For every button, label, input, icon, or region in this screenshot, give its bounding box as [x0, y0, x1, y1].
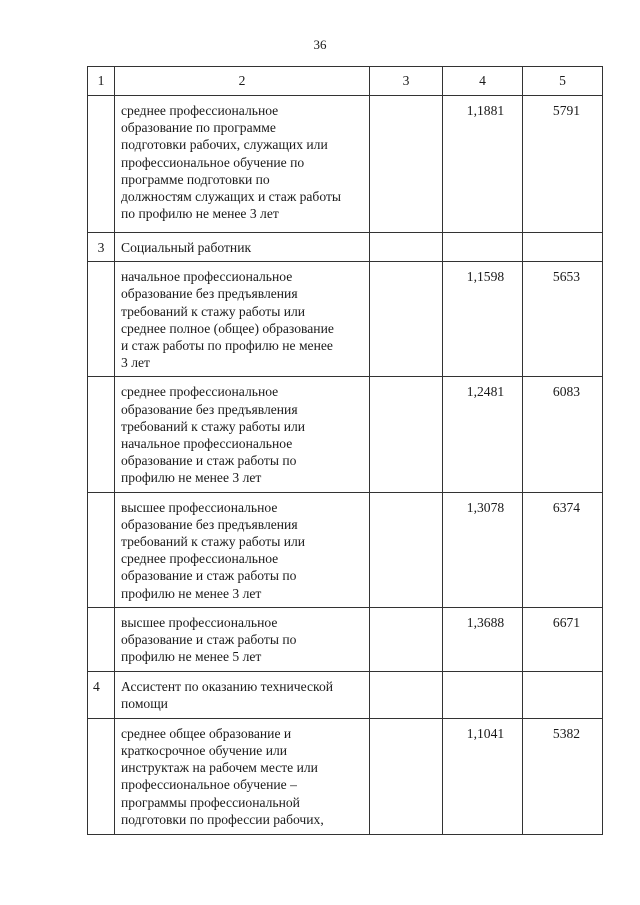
- coefficient-cell: [443, 671, 523, 718]
- salary-cell: [523, 492, 603, 607]
- column-3-cell: [370, 718, 443, 834]
- description-line: образование без предъявления: [121, 516, 298, 532]
- row-number-cell: [88, 262, 115, 377]
- salary-value: 6374: [552, 499, 581, 515]
- header-col-4: 4: [443, 67, 523, 96]
- column-3-cell: [370, 671, 443, 718]
- description-line: образование и стаж работы по: [121, 632, 297, 648]
- description-cell: [115, 492, 370, 607]
- salary-value: 5791: [552, 103, 581, 118]
- salary-value: 5382: [552, 725, 581, 741]
- table-row: [88, 718, 603, 834]
- description-line: помощи: [121, 696, 168, 712]
- description-line: программе подготовки по: [121, 171, 270, 187]
- description-line: среднее профессиональное: [121, 551, 279, 567]
- row-number-cell: [88, 718, 115, 834]
- coefficient-cell: [443, 607, 523, 671]
- description-line: профилю не менее 3 лет: [121, 585, 262, 601]
- description-cell: [115, 607, 370, 671]
- row-number-cell: [88, 492, 115, 607]
- row-number-cell: [88, 377, 115, 492]
- description-line: 3 лет: [121, 355, 150, 371]
- description-line: среднее полное (общее) образование: [121, 320, 334, 336]
- header-col-1: 1: [88, 67, 115, 96]
- salary-table: [87, 66, 603, 835]
- salary-cell: [523, 718, 603, 834]
- header-col-5: 5: [523, 67, 603, 96]
- description-line: профилю не менее 3 лет: [121, 470, 262, 486]
- salary-cell: [523, 671, 603, 718]
- description-cell: [115, 96, 370, 233]
- salary-cell: [523, 377, 603, 492]
- description-cell: [115, 671, 370, 718]
- description-line: инструктаж на рабочем месте или: [121, 760, 318, 776]
- description-cell: [115, 233, 370, 262]
- column-3-cell: [370, 607, 443, 671]
- coefficient-value: 1,3078: [466, 499, 505, 515]
- coefficient-value: 1,2481: [466, 384, 505, 400]
- description-line: должностям служащих и стаж работы: [121, 189, 342, 205]
- description-line: и стаж работы по профилю не менее: [121, 338, 333, 354]
- salary-cell: [523, 233, 603, 262]
- table-row: [88, 233, 603, 262]
- row-number-cell: [88, 607, 115, 671]
- row-number-cell: [88, 96, 115, 233]
- description-cell: [115, 262, 370, 377]
- column-3-cell: [370, 262, 443, 377]
- description-line: профилю не менее 5 лет: [121, 649, 262, 665]
- coefficient-cell: [443, 492, 523, 607]
- table-row: [88, 607, 603, 671]
- description-line: требований к стажу работы или: [121, 303, 306, 319]
- salary-cell: [523, 262, 603, 377]
- description-line: образование без предъявления: [121, 286, 298, 302]
- description-line: образование и стаж работы по: [121, 453, 297, 469]
- description-line: программы профессиональной: [121, 794, 300, 810]
- table-row: [88, 96, 603, 233]
- column-3-cell: [370, 96, 443, 233]
- salary-value: 6671: [552, 614, 581, 630]
- description-line: профессиональное обучение по: [121, 154, 305, 170]
- description-line: краткосрочное обучение или: [121, 743, 288, 759]
- description-cell: [115, 718, 370, 834]
- coefficient-value: 1,1881: [466, 103, 505, 118]
- coefficient-cell: [443, 718, 523, 834]
- table-row: [88, 377, 603, 492]
- table-row: [88, 262, 603, 377]
- description-line: начальное профессиональное: [121, 436, 293, 452]
- description-line: подготовки рабочих, служащих или: [121, 137, 328, 153]
- description-line: профессиональное обучение –: [121, 777, 297, 793]
- column-3-cell: [370, 492, 443, 607]
- table-row: [88, 492, 603, 607]
- description-line: Ассистент по оказанию технической: [121, 678, 334, 694]
- column-3-cell: [370, 233, 443, 262]
- page-number: 36: [313, 37, 327, 52]
- coefficient-cell: [443, 96, 523, 233]
- salary-cell: [523, 607, 603, 671]
- description-line: среднее общее образование и: [121, 725, 292, 741]
- description-line: требований к стажу работы или: [121, 418, 306, 434]
- coefficient-value: 1,1598: [466, 269, 505, 285]
- coefficient-value: 1,3688: [466, 614, 505, 630]
- description-line: Социальный работник: [121, 240, 252, 255]
- description-line: подготовки по профессии рабочих,: [121, 811, 324, 827]
- coefficient-cell: [443, 377, 523, 492]
- description-line: образование и стаж работы по: [121, 568, 297, 584]
- header-col-3: 3: [370, 67, 443, 96]
- description-line: среднее профессиональное: [121, 103, 279, 118]
- coefficient-cell: [443, 233, 523, 262]
- salary-cell: [523, 96, 603, 233]
- description-cell: [115, 377, 370, 492]
- header-col-2: 2: [115, 67, 370, 96]
- description-line: требований к стажу работы или: [121, 534, 306, 550]
- description-line: среднее профессиональное: [121, 384, 279, 400]
- description-line: образование без предъявления: [121, 401, 298, 417]
- description-line: образование по программе: [121, 120, 276, 136]
- description-line: высшее профессиональное: [121, 614, 278, 630]
- coefficient-cell: [443, 262, 523, 377]
- salary-value: 5653: [552, 269, 581, 285]
- description-line: начальное профессиональное: [121, 269, 293, 285]
- description-line: по профилю не менее 3 лет: [121, 206, 279, 222]
- row-number-cell: 3: [88, 233, 115, 262]
- description-line: высшее профессиональное: [121, 499, 278, 515]
- table-row: [88, 671, 603, 718]
- coefficient-value: 1,1041: [466, 725, 505, 741]
- row-number-cell: 4: [88, 671, 115, 718]
- column-3-cell: [370, 377, 443, 492]
- salary-value: 6083: [552, 384, 581, 400]
- table-header-row: [88, 67, 603, 96]
